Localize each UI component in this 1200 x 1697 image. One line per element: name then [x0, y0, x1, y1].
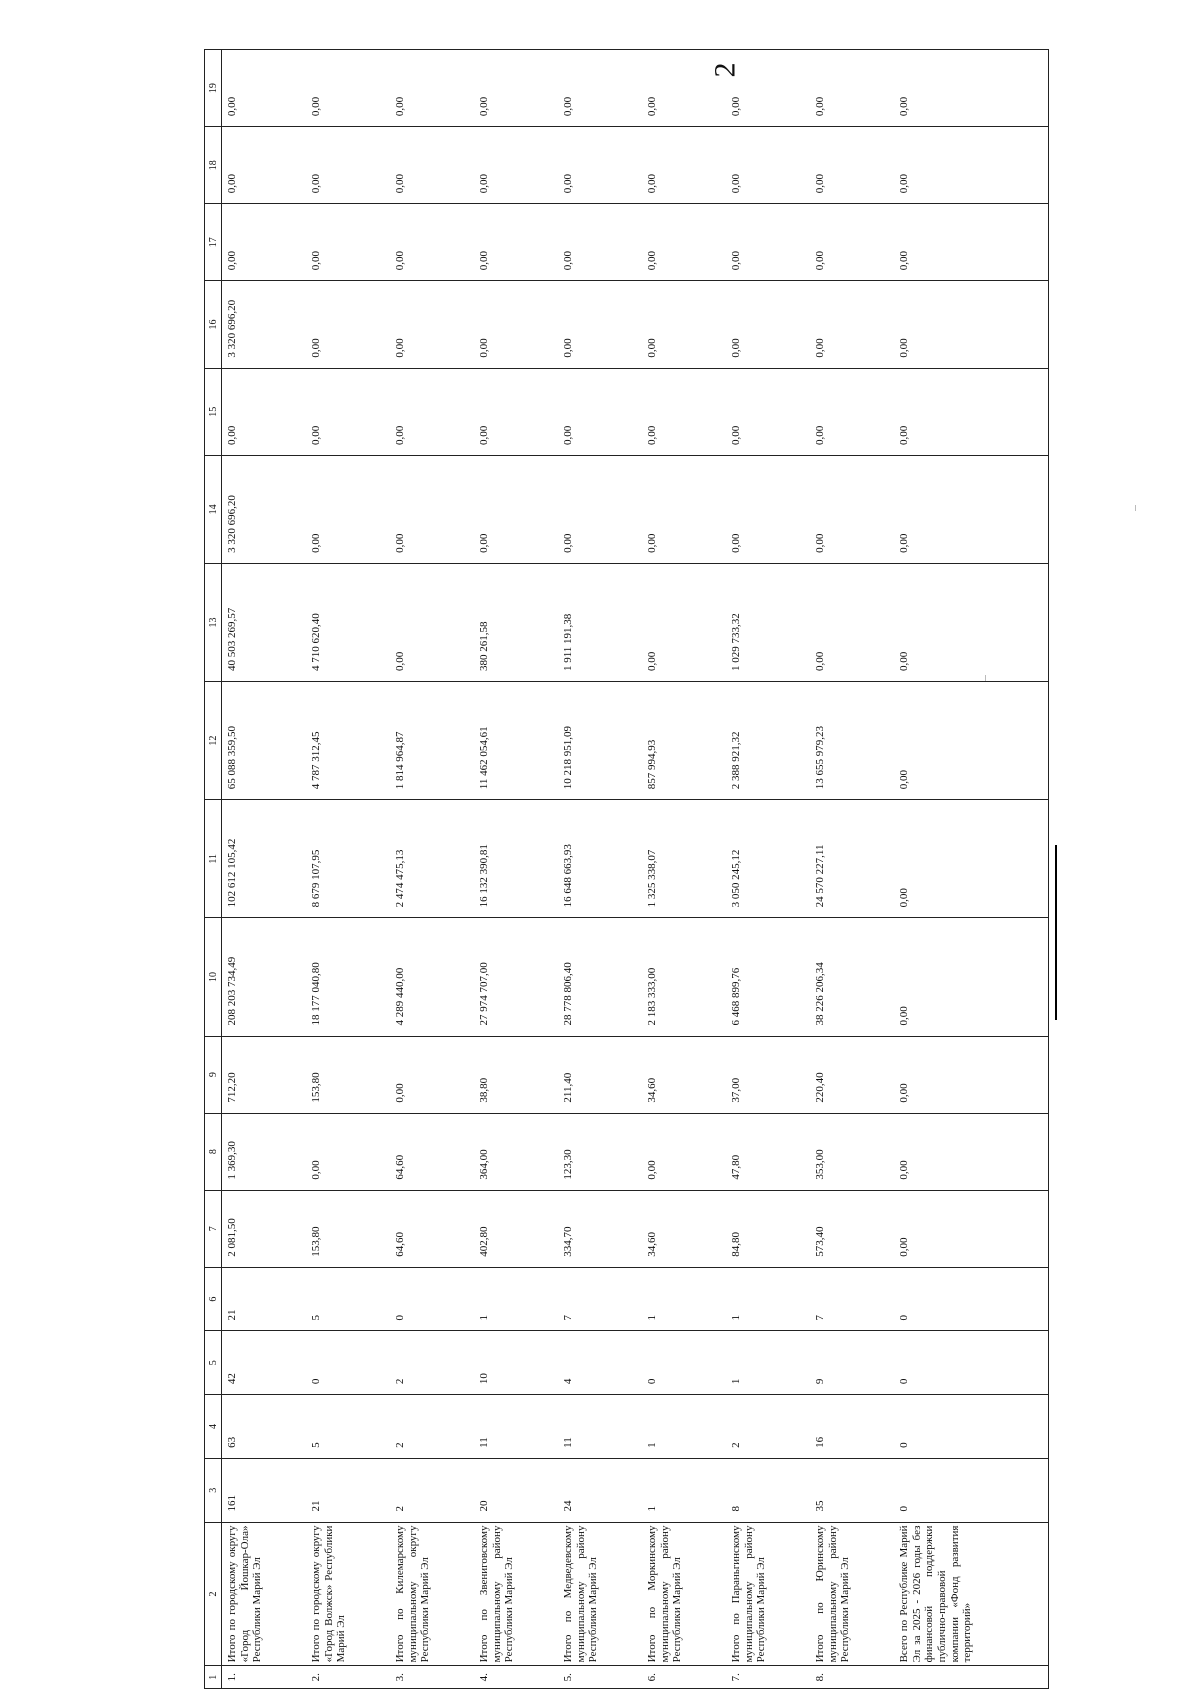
table-cell: 0,00 [390, 50, 474, 127]
column-header: 17 [205, 204, 222, 281]
table-cell: 11 [474, 1395, 558, 1459]
table-header-row [205, 50, 222, 1689]
table-cell: 0,00 [558, 455, 642, 563]
table-cell: 4 [558, 1331, 642, 1395]
column-header: 12 [205, 682, 222, 800]
table-cell: 38 226 206,34 [810, 918, 894, 1036]
table-cell: 0,00 [810, 455, 894, 563]
table-cell: 27 974 707,00 [474, 918, 558, 1036]
table-cell: 1 325 338,07 [642, 800, 726, 918]
table-cell: 220,40 [810, 1036, 894, 1113]
column-header: 2 [205, 1522, 222, 1666]
table-cell: 20 [474, 1458, 558, 1522]
table-cell: 38,80 [474, 1036, 558, 1113]
table-cell: 24 [558, 1458, 642, 1522]
table-cell: 3 050 245,12 [726, 800, 810, 918]
row-label: Итого по Медведевскому муниципальному району Республики Марий Эл [558, 1522, 642, 1666]
table-row [642, 50, 726, 1689]
table-cell: 0,00 [642, 455, 726, 563]
table-cell: 0,00 [390, 368, 474, 455]
table-cell: 11 462 054,61 [474, 682, 558, 800]
table-cell: 0,00 [894, 281, 1049, 368]
scan-speck [1135, 505, 1136, 511]
table-cell: 10 218 951,09 [558, 682, 642, 800]
table-cell: 0,00 [642, 127, 726, 204]
table-cell: 0,00 [306, 127, 390, 204]
table-cell: 0 [894, 1458, 1049, 1522]
table-cell: 0,00 [894, 127, 1049, 204]
row-number: 6. [642, 1666, 726, 1689]
table-row [726, 50, 810, 1689]
table-cell: 0,00 [306, 281, 390, 368]
table-cell: 208 203 734,49 [222, 918, 307, 1036]
table-cell: 0 [894, 1267, 1049, 1331]
column-header: 15 [205, 368, 222, 455]
table-cell: 4 710 620,40 [306, 563, 390, 681]
column-header: 5 [205, 1331, 222, 1395]
column-header: 16 [205, 281, 222, 368]
table-cell: 21 [306, 1458, 390, 1522]
table-cell: 153,80 [306, 1036, 390, 1113]
column-header: 6 [205, 1267, 222, 1331]
table-cell: 1 [642, 1458, 726, 1522]
table-cell: 0,00 [894, 50, 1049, 127]
table-cell: 0,00 [810, 50, 894, 127]
table-cell: 2 388 921,32 [726, 682, 810, 800]
page-number: 2 [708, 62, 742, 78]
table-cell: 0,00 [894, 918, 1049, 1036]
table-row [894, 50, 1049, 1689]
table-row [390, 50, 474, 1689]
table-cell: 0,00 [306, 50, 390, 127]
table-cell: 573,40 [810, 1190, 894, 1267]
table-cell: 16 [810, 1395, 894, 1459]
table-cell: 0,00 [894, 204, 1049, 281]
table-cell: 18 177 040,80 [306, 918, 390, 1036]
table-cell: 857 994,93 [642, 682, 726, 800]
table-cell: 123,30 [558, 1113, 642, 1190]
table-cell: 364,00 [474, 1113, 558, 1190]
table-cell: 0,00 [306, 455, 390, 563]
table-cell: 0,00 [642, 281, 726, 368]
table-cell: 161 [222, 1458, 307, 1522]
table-cell: 0,00 [474, 455, 558, 563]
table-cell: 1 [474, 1267, 558, 1331]
table-cell: 0 [642, 1331, 726, 1395]
table-cell: 0,00 [894, 455, 1049, 563]
table-cell: 0,00 [474, 368, 558, 455]
table-cell: 0,00 [558, 204, 642, 281]
table-cell: 2 [726, 1395, 810, 1459]
table-cell: 0,00 [810, 281, 894, 368]
table-cell: 0,00 [474, 127, 558, 204]
table-cell: 1 [726, 1267, 810, 1331]
table-cell: 0,00 [894, 800, 1049, 918]
table-cell: 35 [810, 1458, 894, 1522]
table-cell: 37,00 [726, 1036, 810, 1113]
table-cell: 0,00 [306, 368, 390, 455]
rotated-table-container [204, 49, 1200, 1689]
table-cell: 13 655 979,23 [810, 682, 894, 800]
table-cell: 0,00 [474, 204, 558, 281]
table-cell: 2 [390, 1331, 474, 1395]
table-cell: 0 [306, 1331, 390, 1395]
row-label: Итого по Параньгинскому муниципальному району Республики Марий Эл [726, 1522, 810, 1666]
table-cell: 1 911 191,38 [558, 563, 642, 681]
table-cell: 3 320 696,20 [222, 455, 307, 563]
table-cell: 712,20 [222, 1036, 307, 1113]
column-header: 13 [205, 563, 222, 681]
row-label: Итого по Звениговскому муниципальному району Республики Марий Эл [474, 1522, 558, 1666]
table-cell: 7 [810, 1267, 894, 1331]
table-cell: 3 320 696,20 [222, 281, 307, 368]
row-label: Итого по городскому округу «Город Йошкар-Ола» Республики Марий Эл [222, 1522, 307, 1666]
table-cell: 0,00 [810, 563, 894, 681]
row-label: Всего по Республике Марий Эл за 2025 - 2026 годы без финансовой поддержки публично-правовой компании «Фонд развития территорий» [894, 1522, 1049, 1666]
table-cell: 0,00 [222, 127, 307, 204]
table-cell: 34,60 [642, 1036, 726, 1113]
table-row [306, 50, 390, 1689]
table-cell: 1 814 964,87 [390, 682, 474, 800]
table-cell: 0,00 [894, 1113, 1049, 1190]
table-cell: 0,00 [726, 281, 810, 368]
table-cell: 0,00 [642, 1113, 726, 1190]
table-cell: 0,00 [894, 1036, 1049, 1113]
row-number: 4. [474, 1666, 558, 1689]
table-cell: 10 [474, 1331, 558, 1395]
table-cell: 0,00 [810, 127, 894, 204]
table-cell: 16 132 390,81 [474, 800, 558, 918]
data-table [204, 49, 1049, 1689]
table-cell: 1 029 733,32 [726, 563, 810, 681]
table-cell: 4 787 312,45 [306, 682, 390, 800]
row-number: 3. [390, 1666, 474, 1689]
row-label: Итого по Килемарскому муниципальному округу Республики Марий Эл [390, 1522, 474, 1666]
table-cell: 0,00 [390, 455, 474, 563]
table-cell: 0,00 [726, 127, 810, 204]
table-cell: 5 [306, 1267, 390, 1331]
table-cell: 4 289 440,00 [390, 918, 474, 1036]
row-label: Итого по Моркинскому муниципальному району Республики Марий Эл [642, 1522, 726, 1666]
column-header: 19 [205, 50, 222, 127]
table-row [558, 50, 642, 1689]
signature-rule [1055, 845, 1057, 1020]
row-number: 1. [222, 1666, 307, 1689]
table-cell: 0,00 [642, 204, 726, 281]
table-cell: 0 [390, 1267, 474, 1331]
table-cell: 28 778 806,40 [558, 918, 642, 1036]
table-cell: 34,60 [642, 1190, 726, 1267]
table-cell: 2 183 333,00 [642, 918, 726, 1036]
table-cell: 0,00 [642, 368, 726, 455]
table-cell: 0,00 [390, 1036, 474, 1113]
row-number: 2. [306, 1666, 390, 1689]
table-cell: 0,00 [726, 50, 810, 127]
table-cell: 21 [222, 1267, 307, 1331]
column-header: 8 [205, 1113, 222, 1190]
table-cell: 0,00 [726, 455, 810, 563]
table-cell: 47,80 [726, 1113, 810, 1190]
table-cell: 0,00 [390, 204, 474, 281]
table-cell: 5 [306, 1395, 390, 1459]
table-cell: 2 [390, 1458, 474, 1522]
column-header: 7 [205, 1190, 222, 1267]
table-cell: 0,00 [894, 1190, 1049, 1267]
table-cell: 1 [642, 1267, 726, 1331]
table-cell: 211,40 [558, 1036, 642, 1113]
table-cell: 2 081,50 [222, 1190, 307, 1267]
column-header: 11 [205, 800, 222, 918]
table-cell: 6 468 899,76 [726, 918, 810, 1036]
scan-speck [985, 675, 986, 681]
table-cell: 380 261,58 [474, 563, 558, 681]
table-cell: 0,00 [222, 368, 307, 455]
table-cell: 0,00 [894, 368, 1049, 455]
row-number: 5. [558, 1666, 642, 1689]
table-cell: 2 [390, 1395, 474, 1459]
table-cell: 153,80 [306, 1190, 390, 1267]
table-cell: 11 [558, 1395, 642, 1459]
table-cell: 0,00 [642, 50, 726, 127]
table-cell: 9 [810, 1331, 894, 1395]
table-cell: 65 088 359,50 [222, 682, 307, 800]
table-cell: 24 570 227,11 [810, 800, 894, 918]
column-header: 3 [205, 1458, 222, 1522]
row-number: 8. [810, 1666, 894, 1689]
table-cell: 1 [726, 1331, 810, 1395]
table-cell: 0,00 [726, 368, 810, 455]
row-number: 7. [726, 1666, 810, 1689]
table-cell: 334,70 [558, 1190, 642, 1267]
table-cell: 0,00 [306, 1113, 390, 1190]
table-row [810, 50, 894, 1689]
column-header: 18 [205, 127, 222, 204]
table-cell: 0,00 [390, 563, 474, 681]
table-cell: 0 [894, 1395, 1049, 1459]
table-cell: 0,00 [894, 563, 1049, 681]
table-cell: 40 503 269,57 [222, 563, 307, 681]
table-cell: 0,00 [558, 50, 642, 127]
table-cell: 102 612 105,42 [222, 800, 307, 918]
table-cell: 0,00 [558, 127, 642, 204]
table-row [474, 50, 558, 1689]
table-cell: 0,00 [390, 281, 474, 368]
table-cell: 0,00 [222, 50, 307, 127]
table-cell: 402,80 [474, 1190, 558, 1267]
table-cell: 42 [222, 1331, 307, 1395]
table-cell: 0,00 [642, 563, 726, 681]
table-row [222, 50, 307, 1689]
table-cell: 0,00 [726, 204, 810, 281]
table-cell: 0,00 [558, 368, 642, 455]
table-cell: 16 648 663,93 [558, 800, 642, 918]
column-header: 9 [205, 1036, 222, 1113]
table-cell: 0,00 [810, 204, 894, 281]
table-cell: 7 [558, 1267, 642, 1331]
table-cell: 0 [894, 1331, 1049, 1395]
table-cell: 0,00 [810, 368, 894, 455]
table-cell: 0,00 [306, 204, 390, 281]
table-cell: 2 474 475,13 [390, 800, 474, 918]
table-cell: 0,00 [558, 281, 642, 368]
column-header: 4 [205, 1395, 222, 1459]
table-cell: 0,00 [390, 127, 474, 204]
table-cell: 0,00 [222, 204, 307, 281]
table-cell: 0,00 [474, 281, 558, 368]
column-header: 1 [205, 1666, 222, 1689]
table-body [222, 50, 1049, 1689]
column-header: 14 [205, 455, 222, 563]
table-cell: 84,80 [726, 1190, 810, 1267]
table-cell: 8 679 107,95 [306, 800, 390, 918]
table-cell: 353,00 [810, 1113, 894, 1190]
table-cell: 0,00 [894, 682, 1049, 800]
table-cell: 0,00 [474, 50, 558, 127]
table-cell: 64,60 [390, 1190, 474, 1267]
row-number [894, 1666, 1049, 1689]
row-label: Итого по городскому округу «Город Волжск» Республики Марий Эл [306, 1522, 390, 1666]
table-cell: 63 [222, 1395, 307, 1459]
table-cell: 1 369,30 [222, 1113, 307, 1190]
table-cell: 8 [726, 1458, 810, 1522]
table-cell: 64,60 [390, 1113, 474, 1190]
table-cell: 1 [642, 1395, 726, 1459]
column-header: 10 [205, 918, 222, 1036]
row-label: Итого по Юринскому муниципальному району Республики Марий Эл [810, 1522, 894, 1666]
